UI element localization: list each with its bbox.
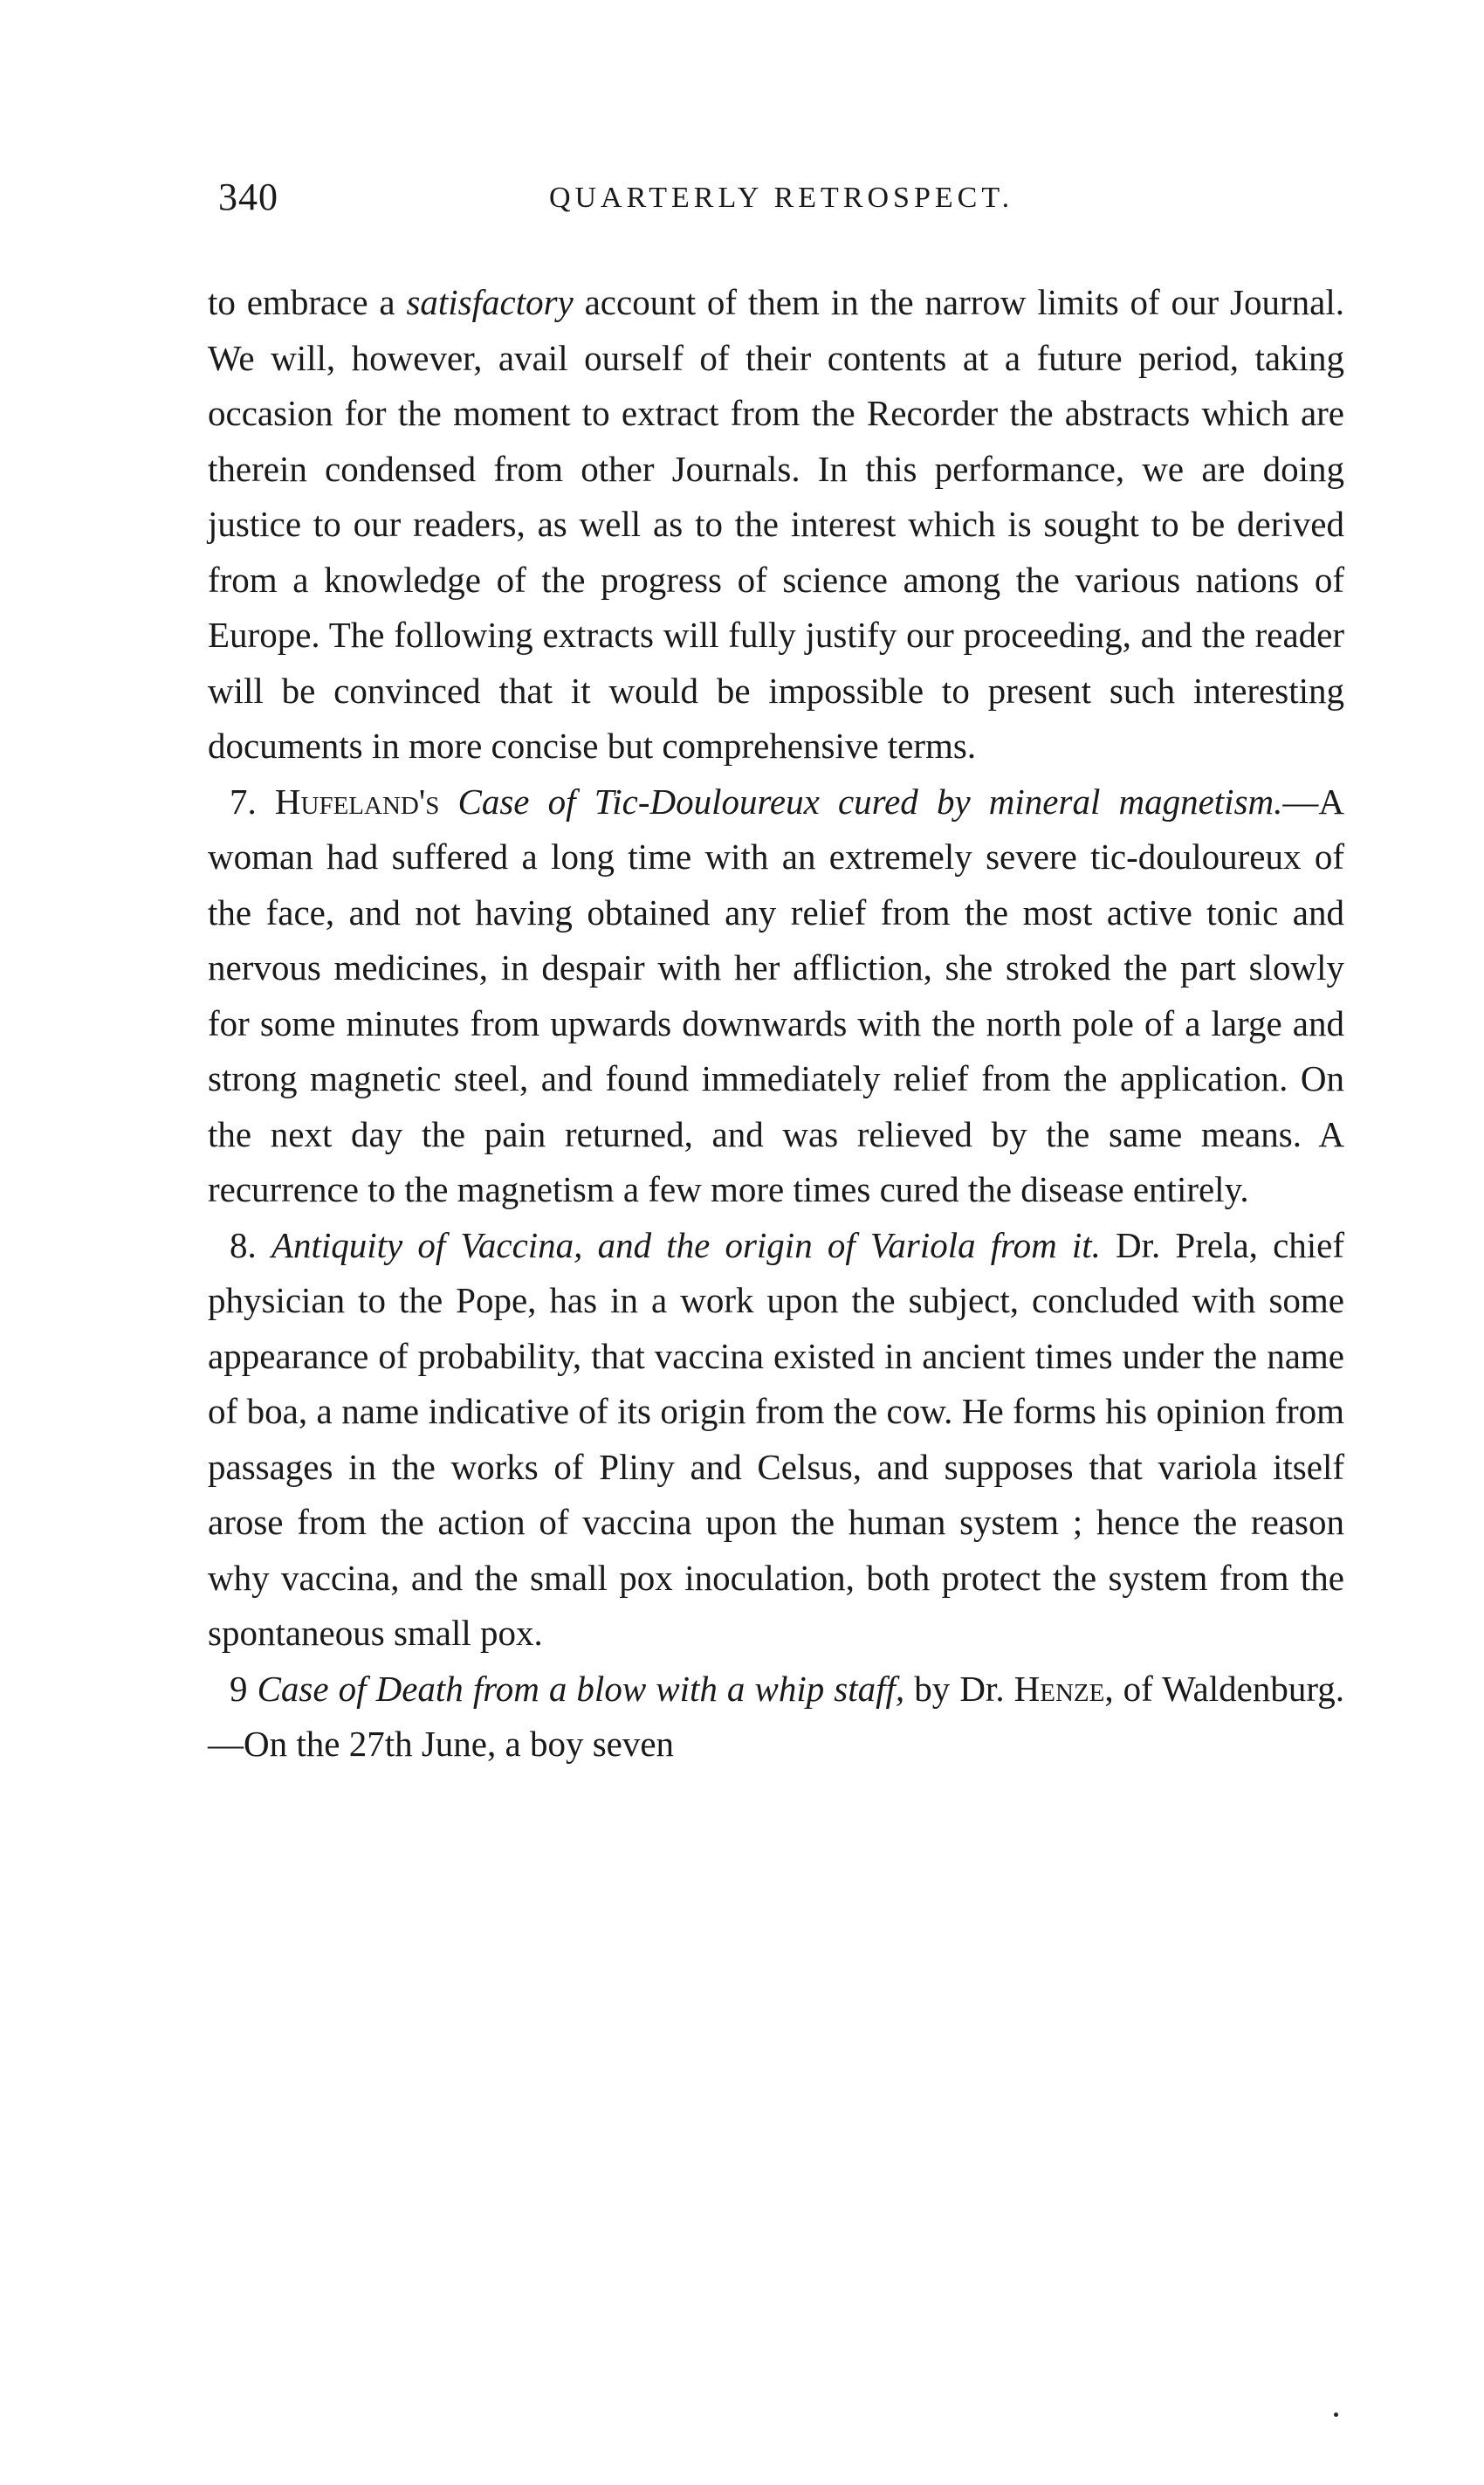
body-text xyxy=(208,275,1344,1773)
item-text: —A woman had suffered a long time with an extremely severe tic-douloureux of the face, and not having obtained any relief from the most active tonic and nervous medicines, in despair with her affliction, she stroked the part slowly for some minutes from upwards downwards with the north pole of a large and strong magnetic steel, and found immediately relief from the application. On the next day the pain returned, and was relieved by the same means. A recurrence to the magnetism a few more times cured the disease entirely. xyxy=(208,781,1344,1209)
item-title: Antiquity of Vaccina, and the origin of Variola from it. xyxy=(271,1224,1101,1265)
paragraph-item-7 xyxy=(208,774,1344,1218)
paragraph-text: account of them in the narrow limits of our Journal. We will, however, avail ourself of their contents at a future period, taking occasion for the moment to extract from the Recorder the abstracts which are therein condensed from other Journals. In this performance, we are doing justice to our readers, as well as to the interest which is sought to be derived from a knowledge of the progress of science among the various nations of Europe. The following extracts will fully justify our proceeding, and the reader will be convinced that it would be impossible to present such interesting documents in more concise but comprehensive terms. xyxy=(208,282,1344,766)
item-author: Hufeland's xyxy=(274,781,440,822)
item-title: Case of Tic-Douloureux cured by mineral magnetism. xyxy=(439,781,1283,822)
paragraph-journal-intro xyxy=(208,275,1344,774)
item-number: 8. xyxy=(230,1224,271,1265)
item-text: by Dr. xyxy=(904,1668,1014,1709)
page-number: 340 xyxy=(218,176,278,218)
item-title: Case of Death from a blow with a whip staff, xyxy=(257,1668,905,1709)
paragraph-italic: satisfactory xyxy=(406,282,574,322)
item-number: 9 xyxy=(230,1668,258,1709)
paragraph-item-9 xyxy=(208,1662,1344,1773)
item-text: of Waldenburg.—On the 27th June, a boy seven xyxy=(208,1668,1345,1764)
item-author: Henze, xyxy=(1013,1668,1114,1709)
paragraph-item-8 xyxy=(208,1218,1344,1662)
print-speck xyxy=(1334,2413,1338,2417)
item-number: 7. xyxy=(230,781,275,822)
paragraph-text: to embrace a xyxy=(208,282,407,322)
page-header xyxy=(218,175,1344,227)
running-head: QUARTERLY RETROSPECT. xyxy=(548,182,1014,214)
item-text: Dr. Prela, chief physician to the Pope, has in a work upon the subject, concluded with some appearance of probability, that vaccina existed in ancient times under the name of boa, a name indicative of its origin from the cow. He forms his opinion from passages in the works of Pliny and Celsus, and supposes that variola itself arose from the action of vaccina upon the human system ; hence the reason why vaccina, and the small pox inoculation, both protect the system from the spontaneous small pox. xyxy=(208,1224,1345,1653)
